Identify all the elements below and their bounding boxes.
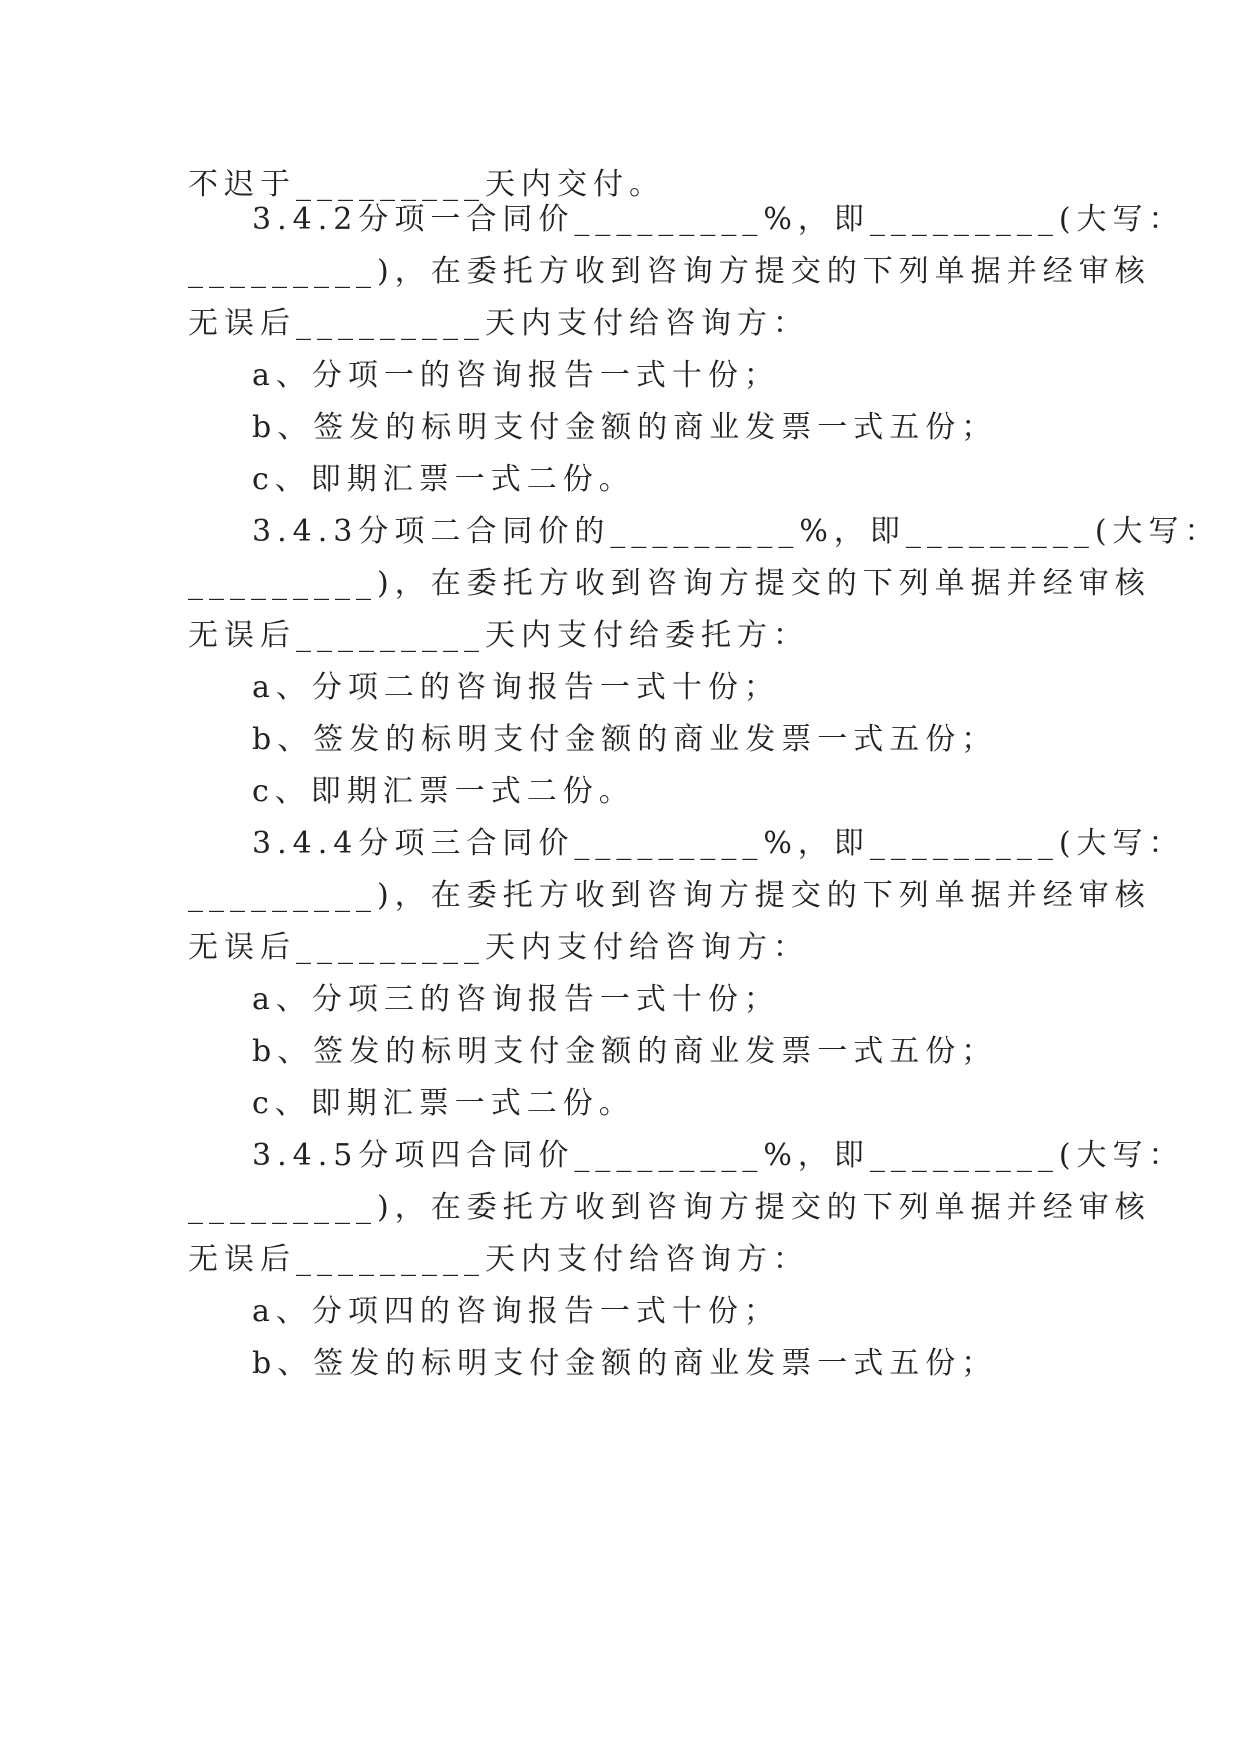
list-item: b、签发的标明支付金额的商业发票一式五份；: [252, 722, 998, 757]
list-item: a、分项一的咨询报告一式十份；: [252, 358, 780, 393]
text-line: 无误后_________天内支付给咨询方：: [188, 1242, 809, 1277]
list-item: c、即期汇票一式二份。: [252, 1086, 635, 1121]
list-item: a、分项四的咨询报告一式十份；: [252, 1294, 780, 1329]
text-line: 无误后_________天内支付给咨询方：: [188, 306, 809, 341]
text-line: _________)，在委托方收到咨询方提交的下列单据并经审核: [188, 254, 1151, 289]
list-item: a、分项三的咨询报告一式十份；: [252, 982, 780, 1017]
list-item: b、签发的标明支付金额的商业发票一式五份；: [252, 1346, 998, 1381]
clause-3-4-2-heading: 3.4.2分项一合同价_________%，即_________(大写：: [252, 202, 1185, 237]
clause-3-4-5-heading: 3.4.5分项四合同价_________%，即_________(大写：: [252, 1138, 1185, 1173]
text-line: 无误后_________天内支付给委托方：: [188, 618, 809, 653]
text-line: 无误后_________天内支付给咨询方：: [188, 930, 809, 965]
text-line: _________)，在委托方收到咨询方提交的下列单据并经审核: [188, 566, 1151, 601]
list-item: c、即期汇票一式二份。: [252, 774, 635, 809]
text-line: _________)，在委托方收到咨询方提交的下列单据并经审核: [188, 878, 1151, 913]
list-item: a、分项二的咨询报告一式十份；: [252, 670, 780, 705]
list-item: b、签发的标明支付金额的商业发票一式五份；: [252, 1034, 998, 1069]
text-line: 不迟于_________天内交付。: [188, 167, 665, 202]
text-line: _________)，在委托方收到咨询方提交的下列单据并经审核: [188, 1190, 1151, 1225]
clause-3-4-4-heading: 3.4.4分项三合同价_________%，即_________(大写：: [252, 826, 1185, 861]
list-item: c、即期汇票一式二份。: [252, 462, 635, 497]
list-item: b、签发的标明支付金额的商业发票一式五份；: [252, 410, 998, 445]
clause-3-4-3-heading: 3.4.3分项二合同价的_________%，即_________(大写：: [252, 514, 1221, 549]
